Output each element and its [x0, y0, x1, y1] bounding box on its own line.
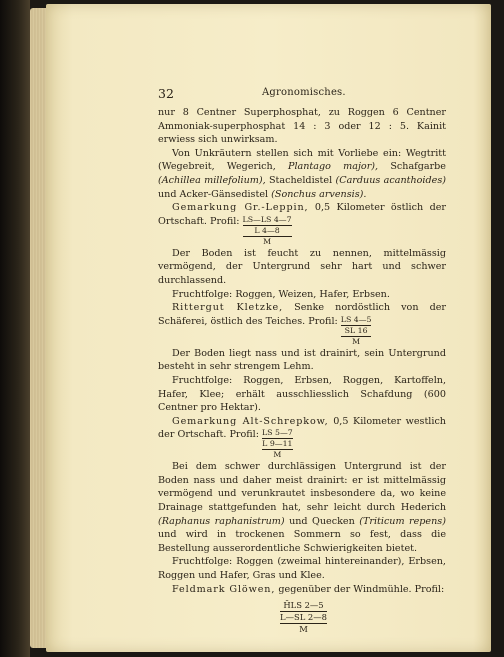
paragraph-gr-leppin: Gemarkung Gr.-Leppin, 0,5 Kilometer östlich der Ortschaft. Profil: LS—LS 4—7 L 4—8 M — [158, 202, 446, 246]
paragraph-gloewen: Feldmark Glöwen, gegenüber der Windmühle. Profil: — [172, 583, 445, 595]
paragraph-soil-1: Der Boden ist feucht zu nennen, mittelmässig vermögend, der Untergrund sehr hart und schwer durchlassend. — [158, 247, 446, 286]
paragraph-soil-2: Der Boden liegt nass und ist drainirt, sein Untergrund besteht in sehr strengem Lehm. — [158, 347, 446, 373]
paragraph-crop-rotation-3: Fruchtfolge: Roggen (zweimal hintereinander), Erbsen, Roggen und Hafer, Gras und Klee. — [158, 556, 446, 582]
paragraph-alt-schrepkow: Gemarkung Alt-Schrepkow, 0,5 Kilometer westlich der Ortschaft. Profil: LS 5—7 L 9—11 M — [158, 415, 446, 460]
right-border — [491, 0, 504, 657]
soil-profile-4-wrap — [158, 600, 446, 634]
soil-profile-2: LS 4—5 SL 16 M — [340, 314, 372, 346]
page-header — [158, 86, 442, 102]
running-head: Agronomisches. — [262, 87, 346, 98]
paragraph-crop-rotation-2: Fruchtfolge: Roggen, Erbsen, Roggen, Kartoffeln, Hafer, Klee; erhält ausschliesslich Schafdung (600 Centner pro Hektar). — [158, 374, 446, 414]
paragraph-fertilizer: nur 8 Centner Superphosphat, zu Roggen 6 Centner Ammoniak-superphosphat 14 : 3 oder 12 : 5. Kainit erwiess sich unwirksam. — [158, 107, 446, 146]
soil-profile-1: LS—LS 4—7 L 4—8 M — [242, 214, 292, 246]
page-body — [158, 106, 446, 635]
paragraph-soil-3: Bei dem schwer durchlässigen Untergrund ist der Boden nass und daher meist drainirt: er ist mittelmässig vermögend und verunkrautet insbesondere da, wo keine Drainage stattgefunden hat, sehr leicht durch Hederich (Raphanus raphanistrum) und Quecken (Triticum repens) und wird in trockenen Sommern so fest, dass die Bestellung ausserordentliche Schwierigkeiten bietet. — [158, 461, 446, 554]
paragraph-kletzke: Rittergut Kletzke, Senke nordöstlich von der Schäferei, östlich des Teiches. Profil: LS 4—5 SL 16 M — [158, 302, 446, 346]
page-number: 32 — [158, 86, 174, 101]
paragraph-weeds: Von Unkräutern stellen sich mit Vorliebe ein: Wegtritt (Wegebreit, Wegerich, Plantago major), Schafgarbe (Achillea millefolium), Stacheldistel (Carduus acanthoides) und Acker-Gänsedistel (Sonchus arvensis). — [158, 147, 446, 200]
paragraph-crop-rotation-1: Fruchtfolge: Roggen, Weizen, Hafer, Erbsen. — [172, 288, 390, 300]
book-gutter-shadow — [0, 0, 30, 657]
soil-profile-4: H̄LS 2—5 L—SL 2—8 M — [280, 600, 327, 634]
soil-profile-3: LS 5—7 L 9—11 M — [261, 428, 293, 460]
